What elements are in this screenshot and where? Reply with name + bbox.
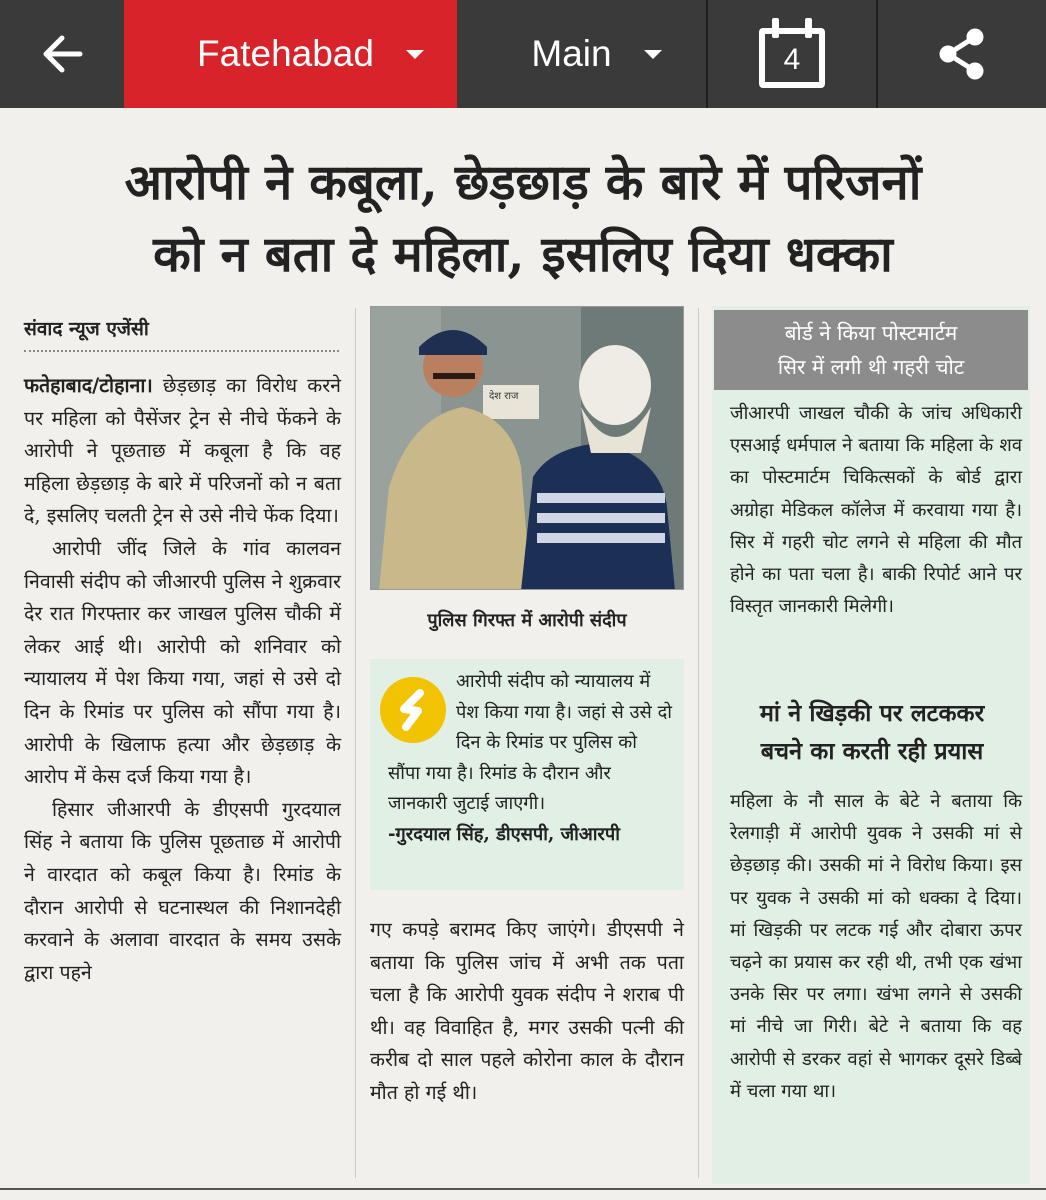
article-paragraph [24, 370, 341, 533]
city-label: Fatehabad [197, 33, 374, 74]
newspaper-page[interactable] [0, 108, 1046, 1200]
share-icon [937, 27, 987, 81]
article-photo [370, 306, 684, 590]
section-label: Main [531, 33, 612, 74]
chevron-down-icon [406, 50, 424, 59]
sidebar-header-line: सिर में लगी थी गहरी चोट [777, 355, 965, 379]
headline-line: आरोपी ने कबूला, छेड़छाड़ के बारे में परिजनों [124, 153, 922, 211]
quote-text: आरोपी संदीप को न्यायालय में पेश किया गया है। जहां से उसे दो दिन के रिमांड पर पुलिस को सौंपा गया है। रिमांड के दौरान और जानकारी जुटाई जाएगी। [388, 671, 672, 814]
quote-box [370, 659, 684, 890]
paragraph-text: छेड़छाड़ का विरोध करने पर महिला को पैसेंजर ट्रेन से नीचे फेंकने के आरोपी ने पूछताछ में कबूला है कि वह महिला छेड़छाड़ के बारे में परिजनों को न बता दे, इसलिए चलती ट्रेन से उसे नीचे फेंक दिया। [24, 374, 342, 528]
article-column-2 [370, 914, 684, 1110]
article-paragraph: हिसार जीआरपी के डीएसपी गुरदयाल सिंह ने बताया कि पुलिस पूछताछ में आरोपी ने वारदात को कबूल किया है। रिमांड के दौरान आरोपी से घटनास्थल की निशानदेही करवाने के अलावा वारदात के समय उसके द्वारा पहने [24, 797, 341, 984]
headline-line: को न बता दे महिला, इसलिए दिया धक्का [153, 225, 893, 283]
city-dropdown[interactable] [124, 0, 457, 108]
photo-badge: देश राज [489, 391, 519, 402]
sidebar-text: महिला के नौ साल के बेटे ने बताया कि रेलगाड़ी में आरोपी युवक ने उसकी मां से छेड़छाड़ की। उसकी मां ने विरोध किया। इस पर युवक ने उसकी मां को धक्का दे दिया। मां खिड़की पर लटक गई और दोबारा ऊपर चढ़ने का प्रयास कर रही थी, तभी एक खंभा उनके सिर पर लगा। खंभा लगने से उसकी मां नीचे जा गिरी। बेटे ने बताया कि वह आरोपी से डरकर वहां से भागकर दूसरे डिब्बे में चला गया था। [730, 791, 1022, 1102]
article-paragraph: आरोपी जींद जिले के गांव कालवन निवासी संदीप को जीआरपी पुलिस ने शुक्रवार देर रात गिरफ्तार कर जाखल पुलिस चौकी में लेकर आई थी। आरोपी को शनिवार को न्यायालय में पेश किया गया, जहां से उसे दो दिन के रिमांड पर पुलिस को सौंपा गया है। आरोपी के खिलाफ हत्या और छेड़छाड़ के आरोप में केस दर्ज किया गया है। [24, 536, 341, 789]
byline: संवाद न्यूज एजेंसी [24, 318, 149, 340]
page-bottom-rule [0, 1188, 1046, 1190]
byline-divider [24, 350, 339, 352]
calendar-icon [756, 18, 828, 90]
share-button[interactable] [878, 0, 1046, 108]
article-column-1 [24, 370, 341, 989]
subheading-line: मां ने खिड़की पर लटककर [759, 699, 985, 727]
article-paragraph: गए कपड़े बरामद किए जाएंगे। डीएसपी ने बताया कि पुलिस जांच में अभी तक पता चला है कि आरोपी युवक संदीप ने शराब पी थी। वह विवाहित है, मगर उसकी पत्नी की करीब दो साल पहले कोरोना काल के दौरान मौत हो गई थी। [370, 918, 684, 1104]
sidebar-header-line: बोर्ड ने किया पोस्टमार्टम [784, 321, 958, 345]
date-picker-button[interactable] [708, 0, 876, 108]
sidebar-header [714, 310, 1028, 390]
police-photo-image [371, 307, 684, 590]
back-button[interactable] [0, 0, 124, 108]
chevron-down-icon [644, 50, 662, 59]
subheading-line: बचने का करती रही प्रयास [760, 737, 984, 765]
date-number: 4 [783, 43, 801, 76]
quote-attribution: -गुरदयाल सिंह, डीएसपी, जीआरपी [388, 823, 620, 845]
sidebar-box [712, 306, 1030, 1184]
sidebar-subheading [722, 694, 1022, 770]
section-dropdown[interactable] [457, 0, 706, 108]
photo-caption: पुलिस गिरफ्त में आरोपी संदीप [427, 610, 627, 631]
sidebar-text: जीआरपी जाखल चौकी के जांच अधिकारी एसआई धर्मपाल ने बताया कि महिला के शव का पोस्टमार्टम चिकित्सकों के बोर्ड द्वारा अग्रोहा मेडिकल कॉलेज में करवाया गया है। सिर में गहरी चोट लगने से महिला की मौत होने का पता चला है। बाकी रिपोर्ट आने पर विस्तृत जानकारी मिलेगी। [730, 403, 1022, 618]
app-top-bar [0, 0, 1046, 108]
quote-logo-icon [380, 677, 446, 743]
article-headline [0, 146, 1046, 290]
dateline: फतेहाबाद/टोहाना। [24, 374, 153, 397]
column-divider [355, 308, 356, 1178]
arrow-left-icon [40, 34, 84, 74]
column-divider [698, 308, 699, 1178]
